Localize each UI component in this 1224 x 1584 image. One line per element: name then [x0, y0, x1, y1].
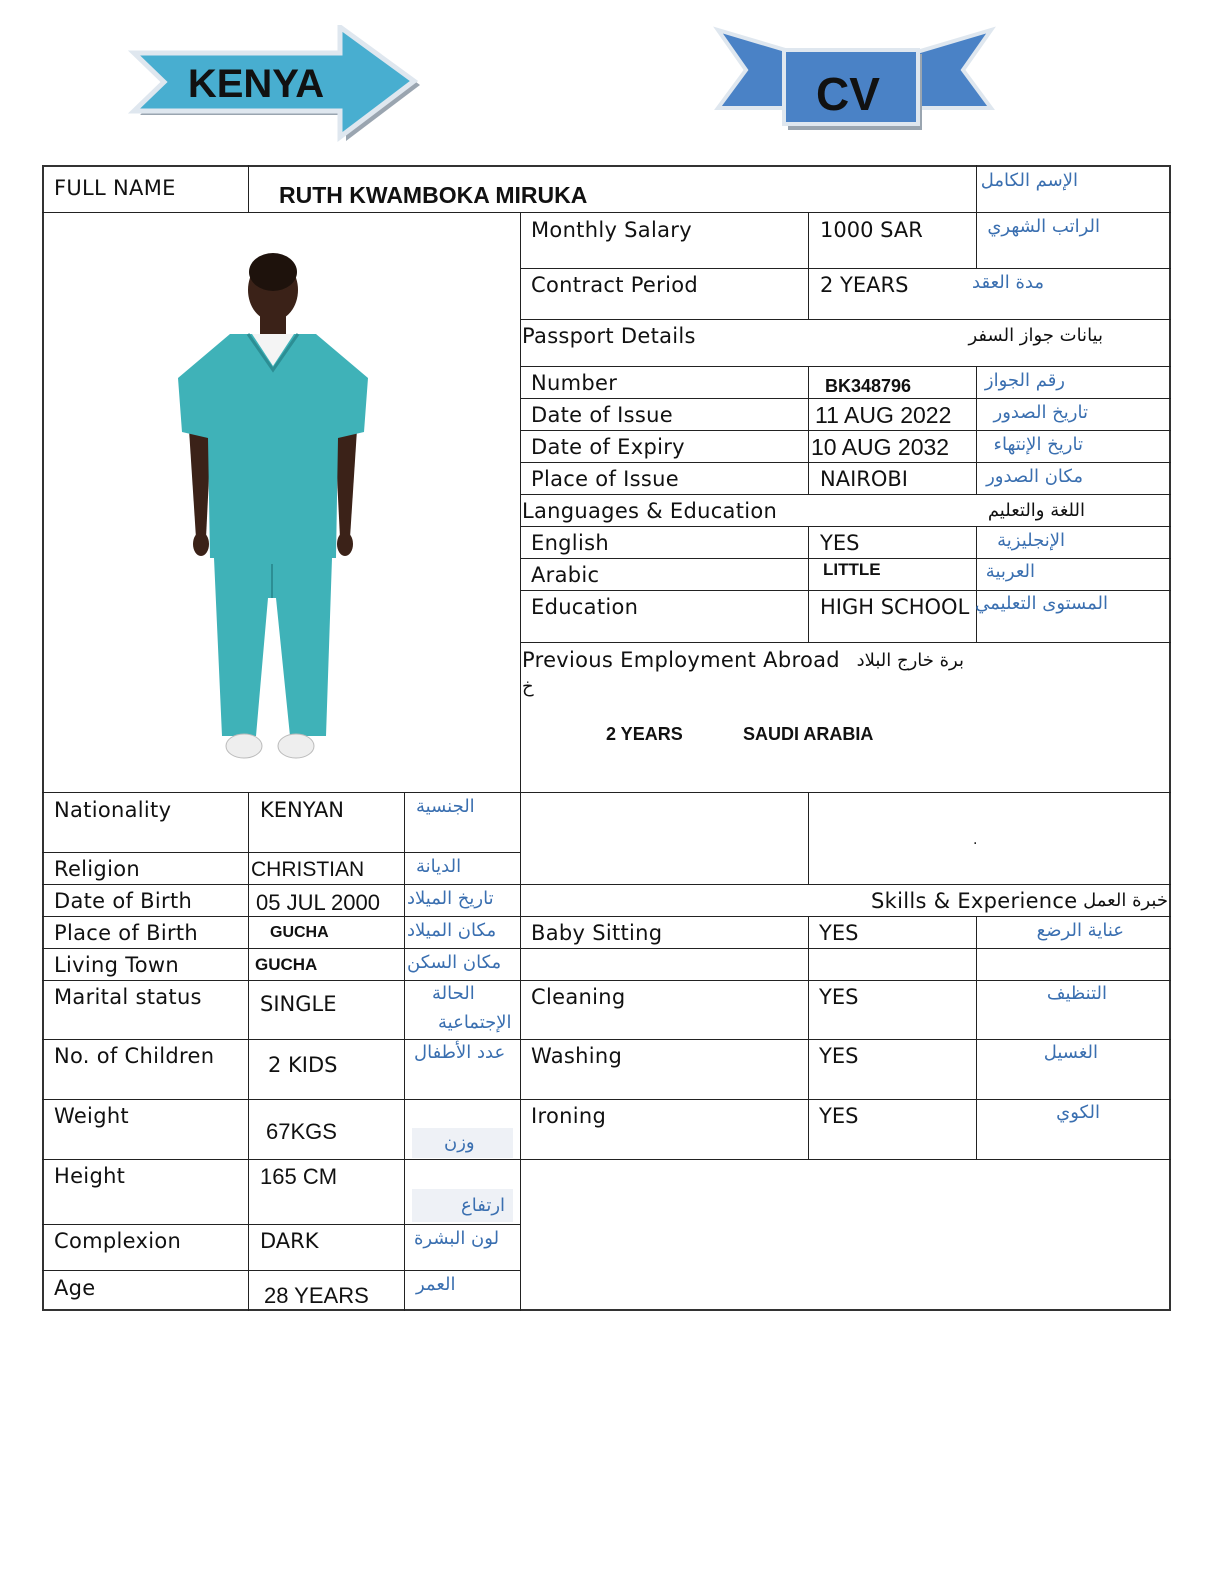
languages-heading: Languages & Education	[522, 499, 778, 523]
expiry-date-value: 10 AUG 2032	[811, 434, 950, 460]
weight-label: Weight	[54, 1104, 129, 1128]
issue-place-arabic: مكان الصدور	[986, 466, 1083, 487]
baby-sitting-value: YES	[819, 921, 859, 945]
previous-employment-heading: Previous Employment Abroad	[522, 648, 840, 672]
ironing-arabic: الكوي	[1056, 1102, 1100, 1123]
previous-employment-arabic: برة خارج البلاد	[856, 650, 964, 671]
arabic-arabic: العربية	[985, 561, 1035, 582]
religion-arabic: الديانة	[416, 856, 462, 877]
complexion-value: DARK	[260, 1229, 319, 1253]
weight-arabic: وزن	[444, 1132, 475, 1153]
complexion-label: Complexion	[54, 1229, 182, 1253]
passport-number-arabic: رقم الجواز	[984, 370, 1065, 391]
marital-status-label: Marital status	[54, 985, 202, 1009]
cleaning-label: Cleaning	[531, 985, 626, 1009]
washing-arabic: الغسيل	[1043, 1042, 1098, 1063]
salary-value: 1000 SAR	[820, 218, 923, 242]
baby-sitting-arabic: عناية الرضع	[1036, 920, 1124, 941]
expiry-date-label: Date of Expiry	[531, 435, 685, 459]
education-arabic: المستوى التعليمي	[975, 593, 1108, 614]
washing-label: Washing	[531, 1044, 623, 1068]
marital-status-arabic-2: الإجتماعية	[438, 1012, 512, 1033]
kenya-banner-text: KENYA	[187, 62, 325, 106]
dob-label: Date of Birth	[54, 889, 193, 913]
religion-value: CHRISTIAN	[251, 858, 365, 881]
weight-value: 67KGS	[266, 1119, 337, 1144]
issue-place-label: Place of Issue	[531, 467, 679, 491]
passport-number-value: BK348796	[825, 376, 912, 396]
education-value: HIGH SCHOOL	[820, 595, 970, 619]
cv-ribbon-banner	[712, 22, 997, 134]
height-value: 165 CM	[260, 1164, 338, 1189]
dob-arabic: تاريخ الميلاد	[407, 888, 494, 909]
expiry-date-arabic: تاريخ الإنتهاء	[993, 434, 1083, 455]
full-name-value: RUTH KWAMBOKA MIRUKA	[279, 182, 588, 208]
issue-place-value: NAIROBI	[820, 467, 908, 491]
living-town-arabic: مكان السكن	[407, 952, 502, 973]
ironing-value: YES	[819, 1104, 859, 1128]
marital-status-arabic: الحالة	[432, 983, 475, 1004]
english-value: YES	[820, 531, 860, 555]
full-name-arabic: الإسم الكامل	[980, 170, 1078, 191]
contract-arabic: مدة العقد	[972, 272, 1044, 293]
birthplace-value: GUCHA	[270, 924, 329, 941]
skills-heading: Skills & Experience	[871, 889, 1078, 913]
age-arabic: العمر	[416, 1274, 456, 1295]
full-name-label: FULL NAME	[54, 176, 176, 200]
dob-value: 05 JUL 2000	[256, 890, 380, 915]
age-value: 28 YEARS	[264, 1283, 369, 1308]
arabic-label: Arabic	[531, 563, 600, 587]
age-label: Age	[54, 1276, 96, 1300]
salary-label: Monthly Salary	[531, 218, 692, 242]
arabic-value: LITTLE	[823, 560, 881, 579]
cv-banner-text: CV	[816, 68, 880, 120]
children-arabic: عدد الأطفال	[414, 1042, 506, 1063]
issue-date-value: 11 AUG 2022	[815, 402, 952, 428]
passport-heading-arabic: بيانات جواز السفر	[968, 325, 1103, 346]
passport-number-label: Number	[531, 371, 618, 395]
living-town-label: Living Town	[54, 953, 180, 977]
passport-heading: Passport Details	[522, 324, 696, 348]
nationality-value: KENYAN	[260, 798, 345, 822]
previous-employment-country: SAUDI ARABIA	[743, 724, 874, 744]
kenya-arrow-banner	[128, 25, 423, 150]
washing-value: YES	[819, 1044, 859, 1068]
languages-heading-arabic: اللغة والتعليم	[987, 500, 1085, 521]
birthplace-label: Place of Birth	[54, 921, 199, 945]
salary-arabic: الراتب الشهري	[987, 216, 1100, 237]
previous-employment-arabic-wrap: خ	[522, 676, 534, 697]
english-label: English	[531, 531, 609, 555]
previous-employment-duration: 2 YEARS	[606, 724, 683, 744]
marital-status-value: SINGLE	[260, 992, 337, 1016]
dot-mark: .	[973, 832, 978, 848]
religion-label: Religion	[54, 857, 140, 881]
contract-label: Contract Period	[531, 273, 698, 297]
children-value: 2 KIDS	[268, 1053, 338, 1077]
birthplace-arabic: مكان الميلاد	[407, 920, 497, 941]
height-arabic: ارتفاع	[461, 1195, 506, 1216]
cleaning-arabic: التنظيف	[1046, 983, 1107, 1004]
height-label: Height	[54, 1164, 126, 1188]
baby-sitting-label: Baby Sitting	[531, 921, 663, 945]
complexion-arabic: لون البشرة	[414, 1228, 500, 1249]
nationality-label: Nationality	[54, 798, 172, 822]
ironing-label: Ironing	[531, 1104, 607, 1128]
issue-date-label: Date of Issue	[531, 403, 673, 427]
skills-heading-arabic: خبرة العمل	[1083, 890, 1168, 911]
cleaning-value: YES	[819, 985, 859, 1009]
candidate-photo	[168, 238, 380, 766]
nationality-arabic: الجنسية	[416, 796, 475, 817]
living-town-value: GUCHA	[255, 955, 318, 974]
children-label: No. of Children	[54, 1044, 215, 1068]
english-arabic: الإنجليزية	[997, 530, 1065, 551]
issue-date-arabic: تاريخ الصدور	[993, 402, 1088, 423]
contract-value: 2 YEARS	[820, 273, 909, 297]
education-label: Education	[531, 595, 639, 619]
